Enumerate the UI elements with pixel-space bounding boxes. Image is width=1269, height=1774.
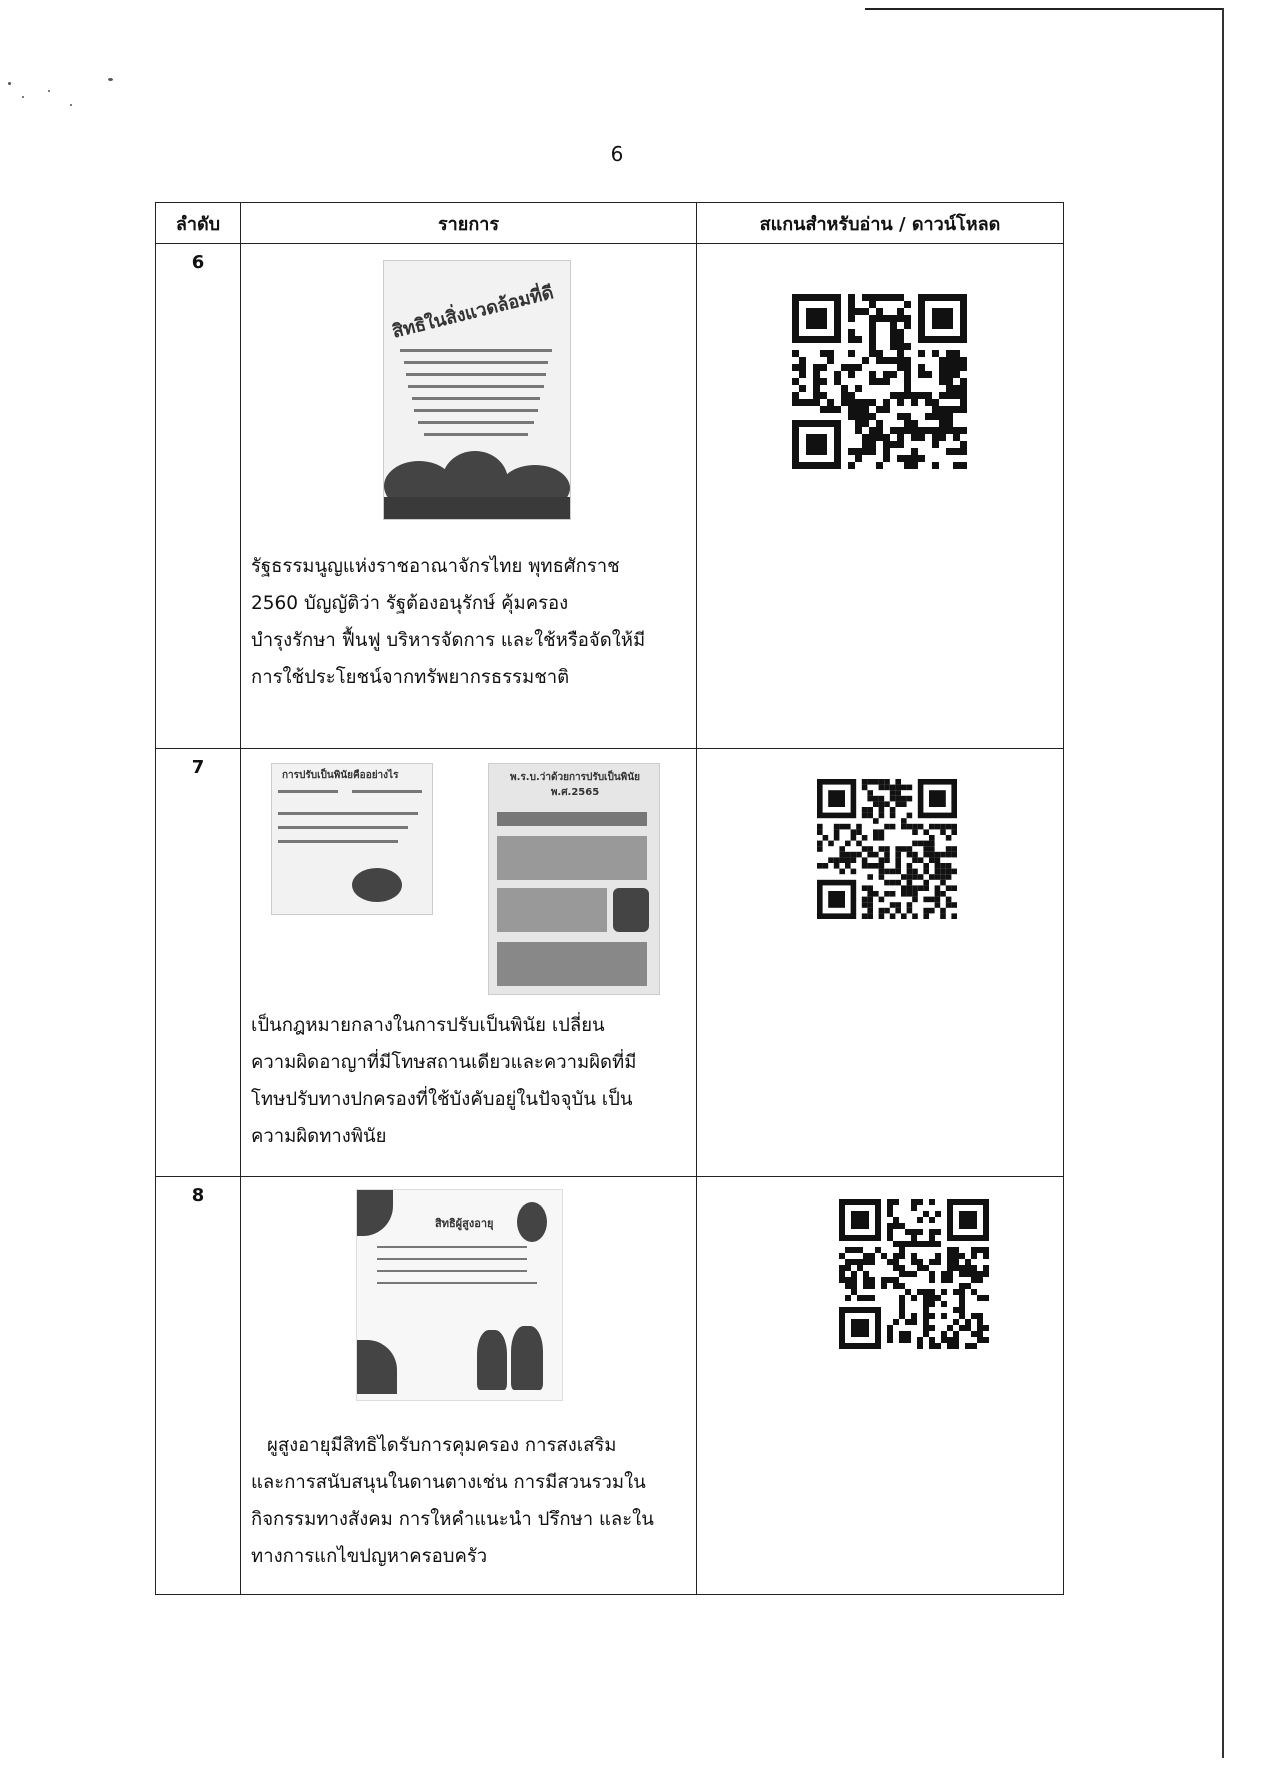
- scan-speck: [70, 104, 72, 106]
- poster-box: [497, 888, 607, 932]
- description-line: รัฐธรรมนูญแห่งราชอาณาจักรไทย พุทธศักราช: [251, 556, 620, 577]
- item-description: [251, 548, 696, 696]
- description-line: ผูสูงอายุมีสิทธิไดรับการคุมครอง การสงเสริม: [267, 1435, 617, 1456]
- row-number: 7: [156, 749, 241, 1177]
- poster-text-line: [377, 1270, 527, 1272]
- item-description: [251, 1427, 696, 1575]
- poster-title: สิทธิผู้สูงอายุ: [435, 1217, 494, 1230]
- poster-box: [497, 836, 647, 880]
- poster-text-line: [418, 421, 534, 424]
- item-cell: [241, 1177, 697, 1595]
- row-number: 8: [156, 1177, 241, 1595]
- poster-box: [497, 942, 647, 986]
- poster-title: พ.ร.บ.ว่าด้วยการปรับเป็นพินัย พ.ศ.2565: [510, 772, 640, 798]
- poster-text-line: [400, 349, 552, 352]
- poster-title: สิทธิในสิ่งแวดล้อมที่ดี: [390, 282, 556, 343]
- description-line: 2560 บัญญัติว่า รัฐต้องอนุรักษ์ คุ้มครอง: [251, 593, 569, 614]
- description-line: ความผิดทางพินัย: [251, 1126, 387, 1147]
- poster-figure-shape: [352, 868, 402, 902]
- description-line: บำรุงรักษา ฟื้นฟู บริหารจัดการ และใช้หรือจัดให้มี: [251, 630, 646, 651]
- poster-text-line: [278, 840, 398, 843]
- poster-text-line: [377, 1258, 527, 1260]
- description-line: และการสนับสนุนในดานตางเช่น การมีสวนรวมใน: [251, 1472, 646, 1493]
- poster-text-line: [377, 1282, 537, 1284]
- description-line: ความผิดอาญาที่มีโทษสถานเดียวและความผิดที่มี: [251, 1052, 637, 1073]
- description-line: กิจกรรมทางสังคม การใหคำแนะนำ ปรึกษา และใน: [251, 1509, 654, 1530]
- poster-title: การปรับเป็นพินัยคืออย่างไร: [282, 770, 399, 781]
- scan-speck: [48, 90, 50, 92]
- poster-text-line: [352, 790, 422, 793]
- poster-text-line: [278, 812, 418, 815]
- poster-thumbnail: [383, 260, 571, 520]
- qr-code-icon[interactable]: [817, 779, 957, 919]
- poster-text-line: [424, 433, 528, 436]
- qr-code-icon[interactable]: [792, 294, 967, 469]
- document-table: [155, 202, 1064, 1595]
- poster-thumbnail-left: [271, 763, 433, 915]
- poster-thumbnail-right: [488, 763, 660, 995]
- table-row: [156, 749, 1064, 1177]
- poster-ground: [384, 497, 570, 519]
- description-line: เป็นกฎหมายกลางในการปรับเป็นพินัย เปลี่ยน: [251, 1015, 605, 1036]
- table-row: [156, 244, 1064, 749]
- poster-text-line: [414, 409, 538, 412]
- poster-text-line: [377, 1246, 527, 1248]
- header-no: ลำดับ: [156, 203, 241, 244]
- poster-corner-shape: [357, 1340, 397, 1394]
- poster-banner: [497, 812, 647, 826]
- header-qr: สแกนสำหรับอ่าน / ดาวน์โหลด: [697, 203, 1064, 244]
- poster-text-line: [278, 826, 408, 829]
- page-number: 6: [610, 142, 624, 166]
- scan-border-top: [865, 8, 1223, 10]
- qr-cell: [697, 244, 1064, 749]
- scan-border-right: [1222, 8, 1224, 1758]
- item-description: [251, 1007, 696, 1155]
- qr-cell: [697, 749, 1064, 1177]
- poster-text-line: [412, 397, 540, 400]
- poster-officer-shape: [613, 888, 649, 932]
- qr-code-icon[interactable]: [839, 1199, 989, 1349]
- row-number: 6: [156, 244, 241, 749]
- description-line: การใช้ประโยชน์จากทรัพยากรธรรมชาติ: [251, 667, 570, 688]
- description-line: ทางการแกไขปญหาครอบครัว: [251, 1546, 488, 1567]
- qr-cell: [697, 1177, 1064, 1595]
- scan-speck: [22, 96, 24, 98]
- poster-text-line: [278, 790, 338, 793]
- poster-text-line: [404, 361, 548, 364]
- item-cell: [241, 244, 697, 749]
- poster-pair: [251, 763, 696, 1003]
- description-line: โทษปรับทางปกครองที่ใช้บังคับอยู่ในปัจจุบัน เป็น: [251, 1089, 633, 1110]
- poster-corner-shape: [357, 1190, 393, 1236]
- table-header-row: [156, 203, 1064, 244]
- poster-thumbnail: [356, 1189, 563, 1401]
- item-cell: [241, 749, 697, 1177]
- poster-elder-figure: [477, 1330, 507, 1390]
- poster-elder-figure: [511, 1326, 543, 1390]
- poster-text-line: [408, 385, 544, 388]
- poster-text-line: [406, 373, 546, 376]
- scan-speck: [108, 78, 113, 81]
- poster-corner-shape: [517, 1202, 547, 1242]
- table-row: [156, 1177, 1064, 1595]
- scan-speck: [8, 82, 11, 85]
- header-item: รายการ: [241, 203, 697, 244]
